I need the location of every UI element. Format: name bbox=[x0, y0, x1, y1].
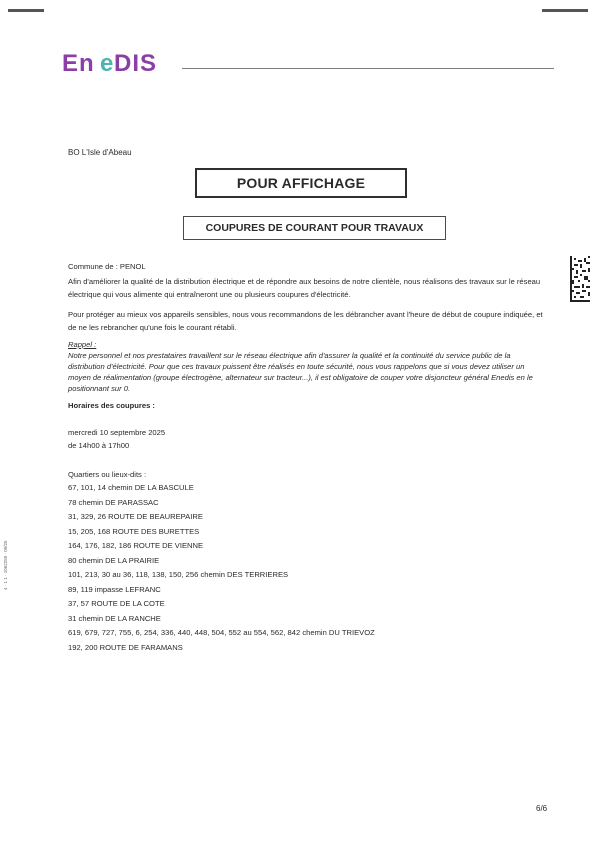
sender: BO L'Isle d'Abeau bbox=[68, 148, 132, 157]
rappel-text: Notre personnel et nos prestataires travaillent sur le réseau électrique afin d'assurer la qualité et la continuité du service public de la distribution d'électricité. Pour que ces travaux puissent être réalisés en toute sécurité, nous vous rappelons que si vous devez utiliser un moyen de réalimentation (groupe électrogène, alternateur sur tracteur...), il est obligatoire de couper votre disjoncteur général Enedis en le positionnant sur 0. bbox=[68, 351, 533, 393]
page-subtitle: COUPURES DE COURANT POUR TRAVAUX bbox=[205, 222, 424, 234]
scan-mark-right bbox=[542, 9, 588, 12]
page-number: 6/6 bbox=[536, 804, 548, 813]
list-item: 78 chemin DE PARASSAC bbox=[68, 497, 159, 507]
rappel-title: Rappel : bbox=[68, 340, 97, 349]
scan-mark-left bbox=[8, 9, 44, 12]
outage-time: de 14h00 à 17h00 bbox=[68, 441, 130, 450]
list-item: 15, 205, 168 ROUTE DES BURETTES bbox=[68, 526, 200, 536]
title-box bbox=[195, 168, 407, 198]
list-item: 31 chemin DE LA RANCHE bbox=[68, 613, 161, 623]
side-reference: 4 · 1 1 · 1062250 · 09/25 bbox=[3, 540, 8, 590]
outage-date: mercredi 10 septembre 2025 bbox=[68, 428, 166, 437]
commune: Commune de : PENOL bbox=[68, 262, 146, 271]
quarters-list bbox=[68, 481, 548, 655]
subtitle-box bbox=[183, 216, 446, 240]
list-item: 101, 213, 30 au 36, 118, 138, 150, 256 chemin DES TERRIERES bbox=[68, 570, 289, 579]
list-item: 31, 329, 26 ROUTE DE BEAUREPAIRE bbox=[68, 512, 203, 521]
list-item: 89, 119 impasse LEFRANC bbox=[68, 584, 161, 594]
list-item: 619, 679, 727, 755, 6, 254, 336, 440, 448, 504, 552 au 554, 562, 842 chemin DU TRIEVOZ bbox=[68, 628, 375, 637]
list-item: 164, 176, 182, 186 ROUTE DE VIENNE bbox=[68, 541, 204, 550]
list-item: 37, 57 ROUTE DE LA COTE bbox=[68, 599, 165, 608]
svg-text:DIS: DIS bbox=[114, 50, 158, 74]
svg-text:En: En bbox=[62, 50, 95, 74]
enedis-logo bbox=[62, 50, 174, 74]
notice-body bbox=[68, 260, 548, 655]
page-title: POUR AFFICHAGE bbox=[236, 175, 366, 191]
list-item: 80 chemin DE LA PRAIRIE bbox=[68, 555, 160, 565]
protect-paragraph: Pour protéger au mieux vos appareils sensibles, nous vous recommandons de les débrancher avant l'heure de début de coupure indiquée, et de ne les rebrancher qu'une fois le courant rétabli. bbox=[68, 310, 543, 332]
header-rule bbox=[182, 68, 554, 69]
list-item: 67, 101, 14 chemin DE LA BASCULE bbox=[68, 483, 194, 492]
datamatrix-code bbox=[570, 256, 590, 302]
quarters-title: Quartiers ou lieux-dits : bbox=[68, 470, 147, 479]
rappel-block bbox=[68, 339, 548, 394]
list-item: 192, 200 ROUTE DE FARAMANS bbox=[68, 642, 183, 652]
hours-title: Horaires des coupures : bbox=[68, 401, 155, 410]
svg-text:e: e bbox=[100, 50, 114, 74]
intro-paragraph: Afin d'améliorer la qualité de la distribution électrique et de répondre aux besoins de notre clientèle, nous réalisons des travaux sur le réseau électrique qui vous alimente qui entraîneront une ou plusieurs coupures d'électricité. bbox=[68, 277, 541, 299]
